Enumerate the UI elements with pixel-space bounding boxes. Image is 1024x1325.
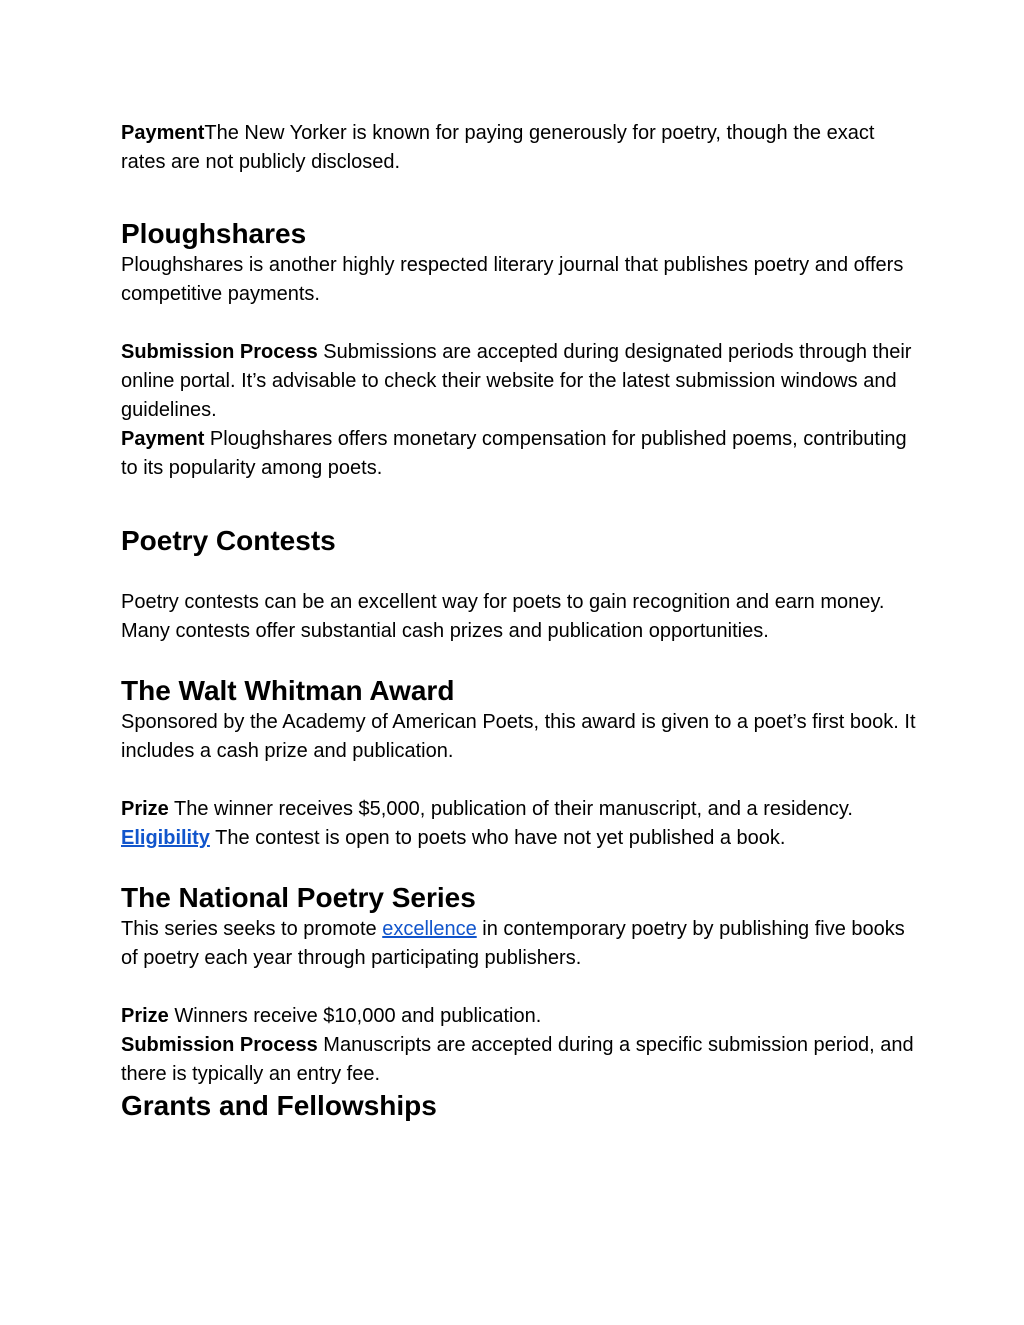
payment-label: Payment xyxy=(121,122,205,144)
nps-prize-paragraph xyxy=(121,1002,921,1031)
payment-label: Payment xyxy=(121,428,205,450)
excellence-link[interactable]: excellence xyxy=(382,918,477,940)
ploughshares-submission-paragraph xyxy=(121,338,921,425)
grants-heading: Grants and Fellowships xyxy=(121,1090,437,1121)
ploughshares-payment-paragraph xyxy=(121,425,921,483)
payment-text: Ploughshares offers monetary compensation for published poems, contributing to its popularity among poets. xyxy=(121,428,907,479)
submission-label: Submission Process xyxy=(121,1034,318,1056)
ploughshares-heading: Ploughshares xyxy=(121,218,307,249)
submission-text: Submissions are accepted during designated periods through their online portal. It’s advisable to check their website for the latest submission windows and guidelines. xyxy=(121,341,912,421)
eligibility-text: The contest is open to poets who have not yet published a book. xyxy=(209,827,786,849)
walt-whitman-heading: The Walt Whitman Award xyxy=(121,675,455,706)
intro-after-text: in contemporary poetry by publishing five books of poetry each year through participating publishers. xyxy=(121,918,905,969)
submission-label: Submission Process xyxy=(121,341,318,363)
prize-label: Prize xyxy=(121,1005,169,1027)
poetry-contests-heading: Poetry Contests xyxy=(121,525,336,556)
national-poetry-series-heading: The National Poetry Series xyxy=(121,882,476,913)
document-page xyxy=(121,119,921,1123)
nyer-payment-paragraph xyxy=(121,119,921,177)
walt-whitman-prize-paragraph xyxy=(121,795,921,824)
prize-text: Winners receive $10,000 and publication. xyxy=(168,1005,542,1027)
payment-text: The New Yorker is known for paying generously for poetry, though the exact rates are not publicly disclosed. xyxy=(121,122,875,173)
poetry-contests-intro: Poetry contests can be an excellent way for poets to gain recognition and earn money. Many contests offer substantial cash prizes and publication opportunities. xyxy=(121,591,885,642)
prize-text: The winner receives $5,000, publication of their manuscript, and a residency. xyxy=(168,798,853,820)
intro-before-text: This series seeks to promote xyxy=(121,918,383,940)
eligibility-link[interactable]: Eligibility xyxy=(121,827,210,849)
ploughshares-intro: Ploughshares is another highly respected literary journal that publishes poetry and offers competitive payments. xyxy=(121,254,904,305)
walt-whitman-eligibility-paragraph xyxy=(121,824,921,853)
nps-submission-paragraph xyxy=(121,1031,921,1089)
walt-whitman-intro: Sponsored by the Academy of American Poets, this award is given to a poet’s first book. It includes a cash prize and publication. xyxy=(121,711,916,762)
submission-text: Manuscripts are accepted during a specific submission period, and there is typically an entry fee. xyxy=(121,1034,914,1085)
prize-label: Prize xyxy=(121,798,169,820)
national-poetry-series-intro xyxy=(121,915,921,973)
